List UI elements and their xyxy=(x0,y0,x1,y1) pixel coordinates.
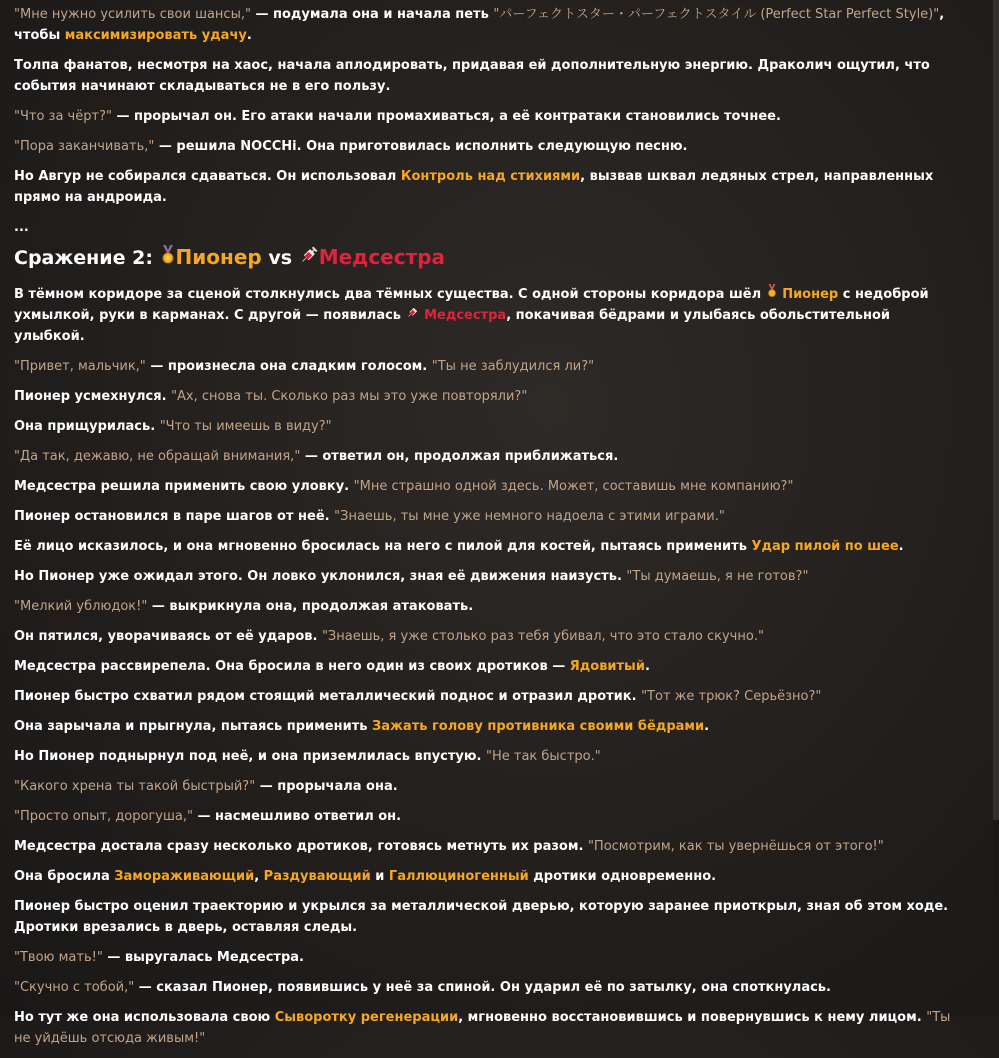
ellipsis: ... xyxy=(14,220,29,235)
quote: "Не так быстро." xyxy=(485,748,601,764)
fighter-a-name: Пионер xyxy=(175,245,262,269)
fighter-a-name: Пионер xyxy=(782,286,839,302)
text: — выкрикнула она, продолжая атаковать. xyxy=(147,598,474,614)
text: — прорычала она. xyxy=(255,778,398,794)
dialogue-line xyxy=(14,776,964,797)
dialogue-line xyxy=(14,416,964,437)
quote: "Мелкий ублюдок!" xyxy=(14,598,148,614)
dialogue-line xyxy=(14,947,964,968)
text: Она прищурилась. xyxy=(14,418,160,434)
quote: "Ты не уйдёшь отсюда живым!" xyxy=(14,1009,951,1046)
text: чтобы xyxy=(14,28,65,43)
dialogue-line: Пионер быстро оценил траекторию и укрылся за металлической дверью, которую заранее приоткрыл, зная об этом ходе. Дротики врезались в дверь, оставляя следы. xyxy=(14,898,949,935)
dialogue-line xyxy=(14,446,964,467)
text: , покачивая бёдрами и улыбаясь обольстительной улыбкой. xyxy=(14,307,890,344)
text: — насмешливо ответил он. xyxy=(192,808,402,824)
dialogue-line xyxy=(14,977,964,998)
text: Но Авгур не собирался сдаваться. Он использовал xyxy=(14,169,401,184)
medal-icon xyxy=(766,284,778,305)
fighter-b-name: Медсестра xyxy=(318,245,446,269)
quote: "Просто опыт, дорогуша," xyxy=(14,808,193,824)
paragraph xyxy=(14,106,964,127)
quote: "Тот же трюк? Серьёзно?" xyxy=(641,688,822,704)
dialogue-line xyxy=(14,566,964,587)
skill-highlight: Контроль над стихиями xyxy=(400,169,581,184)
quote: "Что за чёрт?" xyxy=(14,109,112,124)
scrollbar[interactable] xyxy=(993,0,999,1016)
heading-prefix: Сражение 2: xyxy=(14,247,153,269)
dialogue-line xyxy=(14,866,964,887)
text: Он пятился, уворачиваясь от её ударов. xyxy=(14,628,322,644)
text: Она зарычала и прыгнула, пытаясь применить xyxy=(14,718,372,734)
text: . xyxy=(704,718,710,734)
paragraph xyxy=(14,136,964,157)
text: — прорычал он. Его атаки начали промахиваться, а её контратаки становились точнее. xyxy=(111,109,781,124)
text: Но тут же она использовала свою xyxy=(14,1009,275,1025)
dialogue-line xyxy=(14,686,964,707)
dialogue-line xyxy=(14,506,964,527)
paragraph xyxy=(14,4,964,46)
syringe-icon xyxy=(299,244,319,274)
text: — решила NOCCHi. Она приготовилась исполнить следующую песню. xyxy=(154,139,688,154)
dialogue-line xyxy=(14,716,964,737)
text: дротики одновременно. xyxy=(528,868,717,884)
text: В тёмном коридоре за сценой столкнулись два тёмных существа. С одной стороны коридора шёл xyxy=(14,286,766,302)
quote: "Да так, дежавю, не обращай внимания," xyxy=(14,448,301,464)
text: Её лицо исказилось, и она мгновенно бросилась на него с пилой для костей, пытаясь применить xyxy=(14,538,752,554)
quote: "Знаешь, ты мне уже немного надоела с этими играми." xyxy=(334,508,725,524)
fighter-b-name: Медсестра xyxy=(424,307,507,323)
paragraph xyxy=(14,166,964,208)
text: Пионер быстро схватил рядом стоящий металлический поднос и отразил дротик. xyxy=(14,688,642,704)
skill-highlight: Галлюциногенный xyxy=(388,868,529,884)
text: , xyxy=(254,868,264,884)
skill-highlight: Удар пилой по шее xyxy=(751,538,899,554)
dialogue-line xyxy=(14,806,964,827)
versus-label: vs xyxy=(268,247,293,269)
text: Медсестра достала сразу несколько дротиков, готовясь метнуть их разом. xyxy=(14,838,588,854)
skill-highlight: Сыворотку регенерации xyxy=(274,1009,459,1025)
dialogue-line xyxy=(14,1007,964,1049)
paragraph xyxy=(14,284,964,347)
dialogue-line xyxy=(14,836,964,857)
paragraph: Толпа фанатов, несмотря на хаос, начала аплодировать, придавая ей дополнительную энергию. Дракoлич ощутил, что события начинают складываться не в его пользу. xyxy=(14,58,930,94)
text: . xyxy=(898,538,904,554)
quote: "Что ты имеешь в виду?" xyxy=(159,418,332,434)
skill-highlight: максимизировать удачу xyxy=(64,28,247,43)
medal-icon xyxy=(160,244,176,274)
text: Но Пионер уже ожидал этого. Он ловко уклонился, зная её движения наизусть. xyxy=(14,568,627,584)
text: Пионер усмехнулся. xyxy=(14,388,172,404)
dialogue-line xyxy=(14,356,964,377)
dialogue-line xyxy=(14,536,964,557)
skill-highlight: Замораживающий xyxy=(114,868,255,884)
text: Но Пионер поднырнул под неё, и она приземлилась впустую. xyxy=(14,748,486,764)
text: , вызвав шквал ледяных стрел, направленных прямо на андроида. xyxy=(14,169,934,205)
quote: "Какого хрена ты такой быстрый?" xyxy=(14,778,256,794)
text: Медсестра рассвирепела. Она бросила в него один из своих дротиков — xyxy=(14,658,570,674)
text: и xyxy=(370,868,389,884)
quote: "Ты думаешь, я не готов?" xyxy=(626,568,809,584)
story-content xyxy=(14,0,964,1058)
syringe-icon xyxy=(406,305,420,326)
skill-highlight: Зажать голову противника своими бёдрами xyxy=(371,718,705,734)
text: Пионер остановился в паре шагов от неё. xyxy=(14,508,335,524)
text: с недоброй ухмылкой, руки в карманах. С другой — появилась xyxy=(14,286,929,323)
quote: "Ты не заблудился ли?" xyxy=(431,358,595,374)
dialogue-line xyxy=(14,656,964,677)
dialogue-line xyxy=(14,386,964,407)
text: — выругалась Медсестра. xyxy=(102,949,304,965)
skill-highlight: Ядовитый xyxy=(569,658,645,674)
dialogue-line xyxy=(14,746,964,767)
text: , мгновенно восстановившись и повернувшись к нему лицом. xyxy=(458,1009,927,1025)
quote: "Мне нужно усилить свои шансы," xyxy=(14,7,251,22)
quote: "Знаешь, я уже столько раз тебя убивал, что это стало скучно." xyxy=(321,628,764,644)
text: — произнесла она сладким голосом. xyxy=(145,358,432,374)
text: — сказал Пионер, появившись у неё за спиной. Он ударил её по затылку, она споткнулась. xyxy=(134,979,831,995)
text: , xyxy=(939,7,945,22)
quote: "Скучно с тобой," xyxy=(14,979,135,995)
quote: "Твою мать!" xyxy=(14,949,103,965)
dialogue-line xyxy=(14,476,964,497)
text: — ответил он, продолжая приближаться. xyxy=(300,448,619,464)
quote: "Привет, мальчик," xyxy=(14,358,146,374)
dialogue-line xyxy=(14,596,964,617)
quote: "Посмотрим, как ты увернёшься от этого!" xyxy=(587,838,884,854)
text: Она бросила xyxy=(14,868,115,884)
quote: "Пора заканчивать," xyxy=(14,139,155,154)
text: Медсестра решила применить свою уловку. xyxy=(14,478,354,494)
skill-highlight: Раздувающий xyxy=(263,868,371,884)
scrollbar-thumb[interactable] xyxy=(993,0,999,820)
text: — подумала она и начала петь xyxy=(250,7,494,22)
text: . xyxy=(644,658,650,674)
quote: "Ах, снова ты. Сколько раз мы это уже повторяли?" xyxy=(171,388,528,404)
battle-heading xyxy=(14,242,964,274)
quote: "Мне страшно одной здесь. Может, составишь мне компанию?" xyxy=(353,478,794,494)
quote: "パーフェクトスター・パーフェクトスタイル (Perfect Star Perfect Style)" xyxy=(493,7,940,22)
dialogue-line xyxy=(14,626,964,647)
text: . xyxy=(246,28,252,43)
